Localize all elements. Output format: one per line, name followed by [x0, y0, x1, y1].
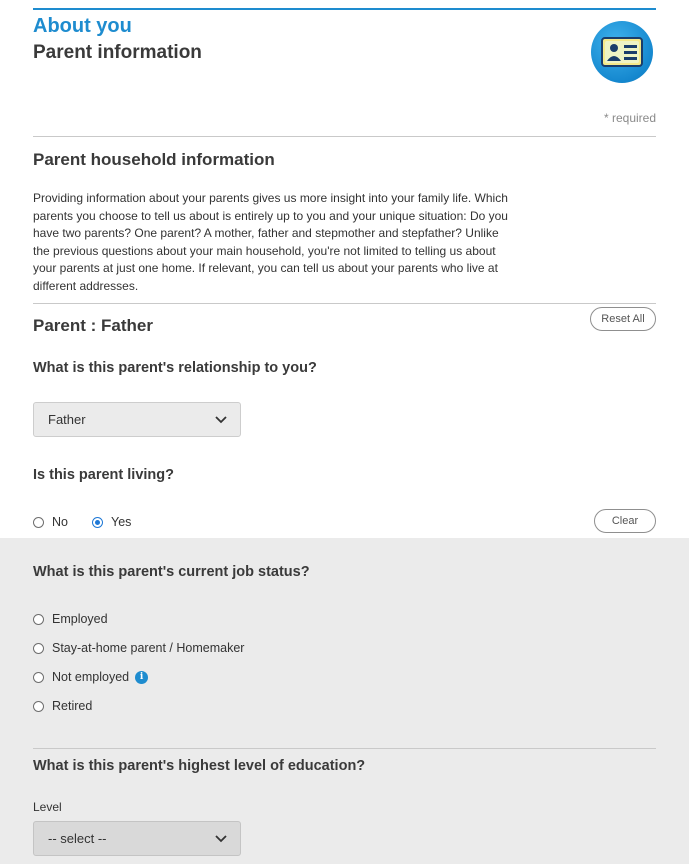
radio-label: Employed [52, 612, 108, 626]
parent-title: Parent : Father [33, 316, 153, 335]
job-option-homemaker[interactable] [33, 641, 244, 655]
education-question: What is this parent's highest level of education? [33, 758, 366, 774]
relationship-select[interactable] [33, 402, 241, 437]
radio-label: No [52, 515, 68, 529]
job-option-employed[interactable] [33, 612, 108, 626]
divider [33, 136, 656, 137]
radio-label: Not employed [52, 670, 130, 684]
divider [33, 303, 656, 304]
radio-label: Stay-at-home parent / Homemaker [52, 641, 245, 655]
info-icon[interactable]: i [135, 671, 148, 684]
level-label: Level [33, 800, 62, 814]
id-card-badge [591, 21, 653, 83]
required-note: * required [603, 111, 656, 125]
id-card-icon [601, 36, 643, 68]
page-title: Parent information [33, 42, 202, 63]
radio-button-selected[interactable] [92, 517, 103, 528]
living-option-no[interactable] [33, 515, 68, 529]
relationship-question: What is this parent's relationship to you? [33, 360, 317, 376]
section-label: About you [33, 15, 132, 37]
clear-button[interactable]: Clear [594, 509, 656, 533]
divider [33, 748, 656, 749]
relationship-selected-value: Father [48, 412, 86, 427]
header-top-rule [33, 8, 656, 10]
living-option-yes[interactable] [92, 515, 131, 529]
radio-button[interactable] [33, 672, 44, 683]
radio-label: Retired [52, 699, 93, 713]
education-selected-value: -- select -- [48, 831, 107, 846]
job-status-question: What is this parent's current job status? [33, 564, 310, 580]
job-option-not-employed[interactable] [33, 670, 148, 684]
radio-button[interactable] [33, 614, 44, 625]
reset-all-button[interactable]: Reset All [590, 307, 656, 331]
education-level-select[interactable] [33, 821, 241, 856]
radio-label: Yes [111, 515, 132, 529]
chevron-down-icon [214, 833, 228, 843]
radio-button[interactable] [33, 643, 44, 654]
radio-button[interactable] [33, 701, 44, 712]
household-description: Providing information about your parents gives us more insight into your family life. Which parents you choose to tell us about is entirely up to you and your unique situation: Do you have two parents? One parent? A mother, father and stepmother and stepfather? Unlike the previous questions about your main household, you're not limited to telling us about your parents at just one home. If relevant, you can tell us about your parents who live at different addresses. [33, 191, 508, 293]
chevron-down-icon [214, 414, 228, 424]
job-option-retired[interactable] [33, 699, 92, 713]
radio-button[interactable] [33, 517, 44, 528]
living-question: Is this parent living? [33, 467, 174, 483]
job-education-panel [0, 538, 689, 864]
household-title: Parent household information [33, 150, 275, 169]
